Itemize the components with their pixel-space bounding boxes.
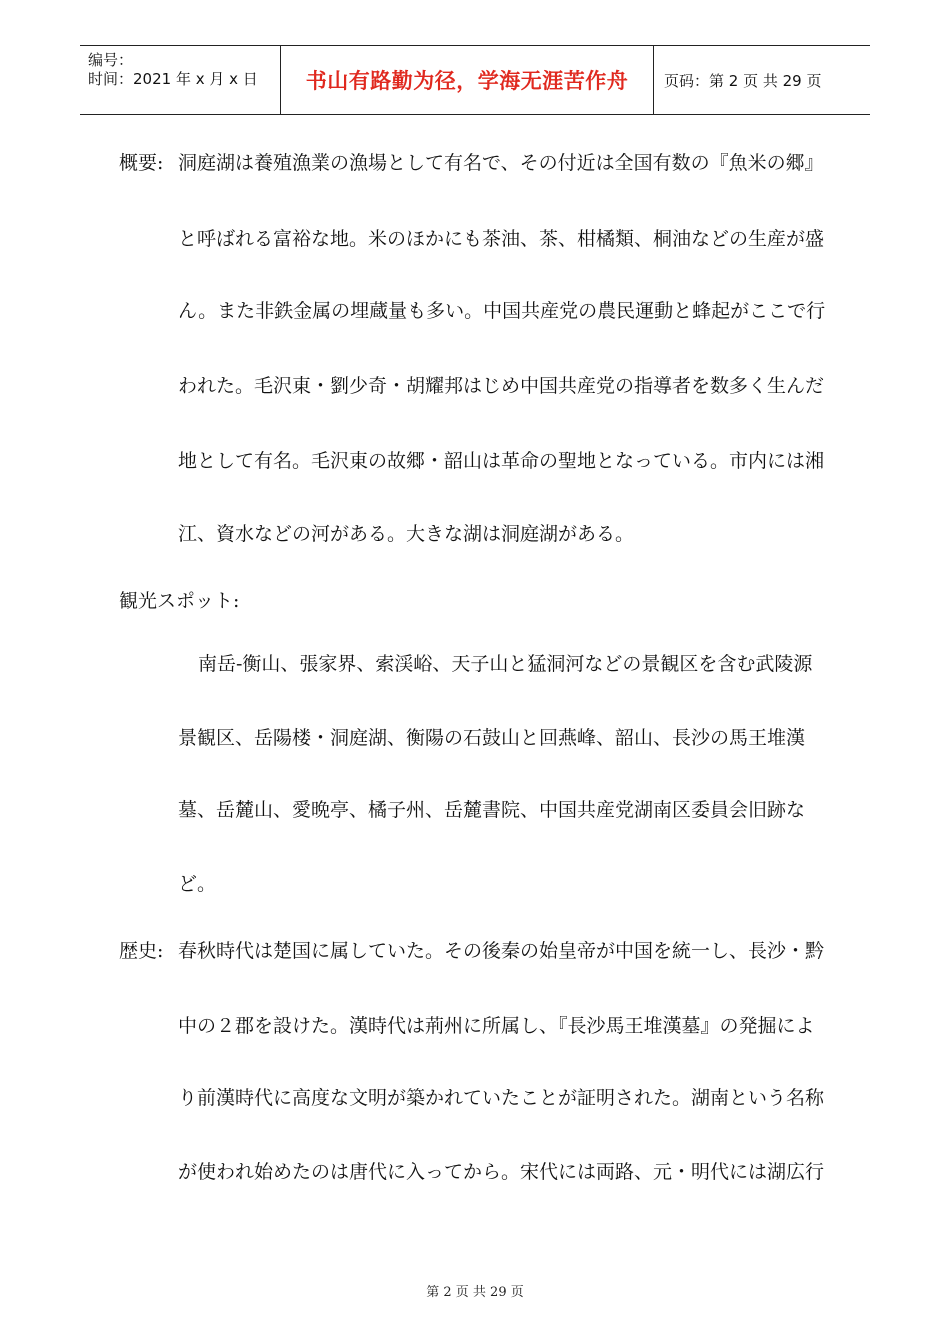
spots-line: 墓、岳麓山、愛晩亭、橘子州、岳麓書院、中国共産党湖南区委員会旧跡な: [178, 799, 806, 821]
overview-line: 江、資水などの河がある。大きな湖は洞庭湖がある。: [178, 523, 635, 545]
spots-line: 南岳-衡山、張家界、索渓峪、天子山と猛洞河などの景観区を含む武陵源: [198, 653, 813, 675]
history-line: 中の２郡を設けた。漢時代は荊州に所属し、『長沙馬王堆漢墓』の発掘によ: [178, 1015, 815, 1037]
motto-text: 书山有路勤为径，学海无涯苦作舟: [305, 69, 629, 93]
overview-label: 概要:: [119, 152, 164, 174]
overview-line: 洞庭湖は養殖漁業の漁場として有名で、その付近は全国有数の『魚米の郷』: [178, 152, 824, 174]
spots-label: 観光スポット:: [119, 590, 240, 612]
header-motto-cell: [281, 46, 654, 114]
page-footer: 第 2 页 共 29 页: [426, 1285, 524, 1300]
history-line: が使われ始めたのは唐代に入ってから。宋代には両路、元・明代には湖広行: [178, 1161, 825, 1183]
time-label: 时间：2021 年 x 月 x 日: [88, 70, 258, 88]
number-label: 编号：: [88, 51, 134, 69]
spots-line: 景観区、岳陽楼・洞庭湖、衡陽の石鼓山と回燕峰、韶山、長沙の馬王堆漢: [178, 727, 806, 749]
overview-line: 地として有名。毛沢東の故郷・韶山は革命の聖地となっている。市内には湘: [178, 450, 825, 472]
history-line: 春秋時代は楚国に属していた。その後秦の始皇帝が中国を統一し、長沙・黔: [178, 940, 825, 962]
spots-line: ど。: [178, 873, 217, 895]
page-info: 页码：第 2 页 共 29 页: [664, 71, 822, 90]
header-meta-cell: [80, 46, 281, 114]
overview-line: われた。毛沢東・劉少奇・胡耀邦はじめ中国共産党の指導者を数多く生んだ: [178, 375, 825, 397]
history-line: り前漢時代に高度な文明が築かれていたことが証明された。湖南という名称: [178, 1087, 825, 1109]
overview-line: ん。また非鉄金属の埋蔵量も多い。中国共産党の農民運動と蜂起がここで行: [178, 300, 826, 322]
overview-line: と呼ばれる富裕な地。米のほかにも茶油、茶、柑橘類、桐油などの生産が盛: [178, 228, 825, 250]
history-label: 歴史:: [119, 940, 164, 962]
header-page-cell: [654, 46, 870, 114]
document-header: [80, 45, 870, 115]
